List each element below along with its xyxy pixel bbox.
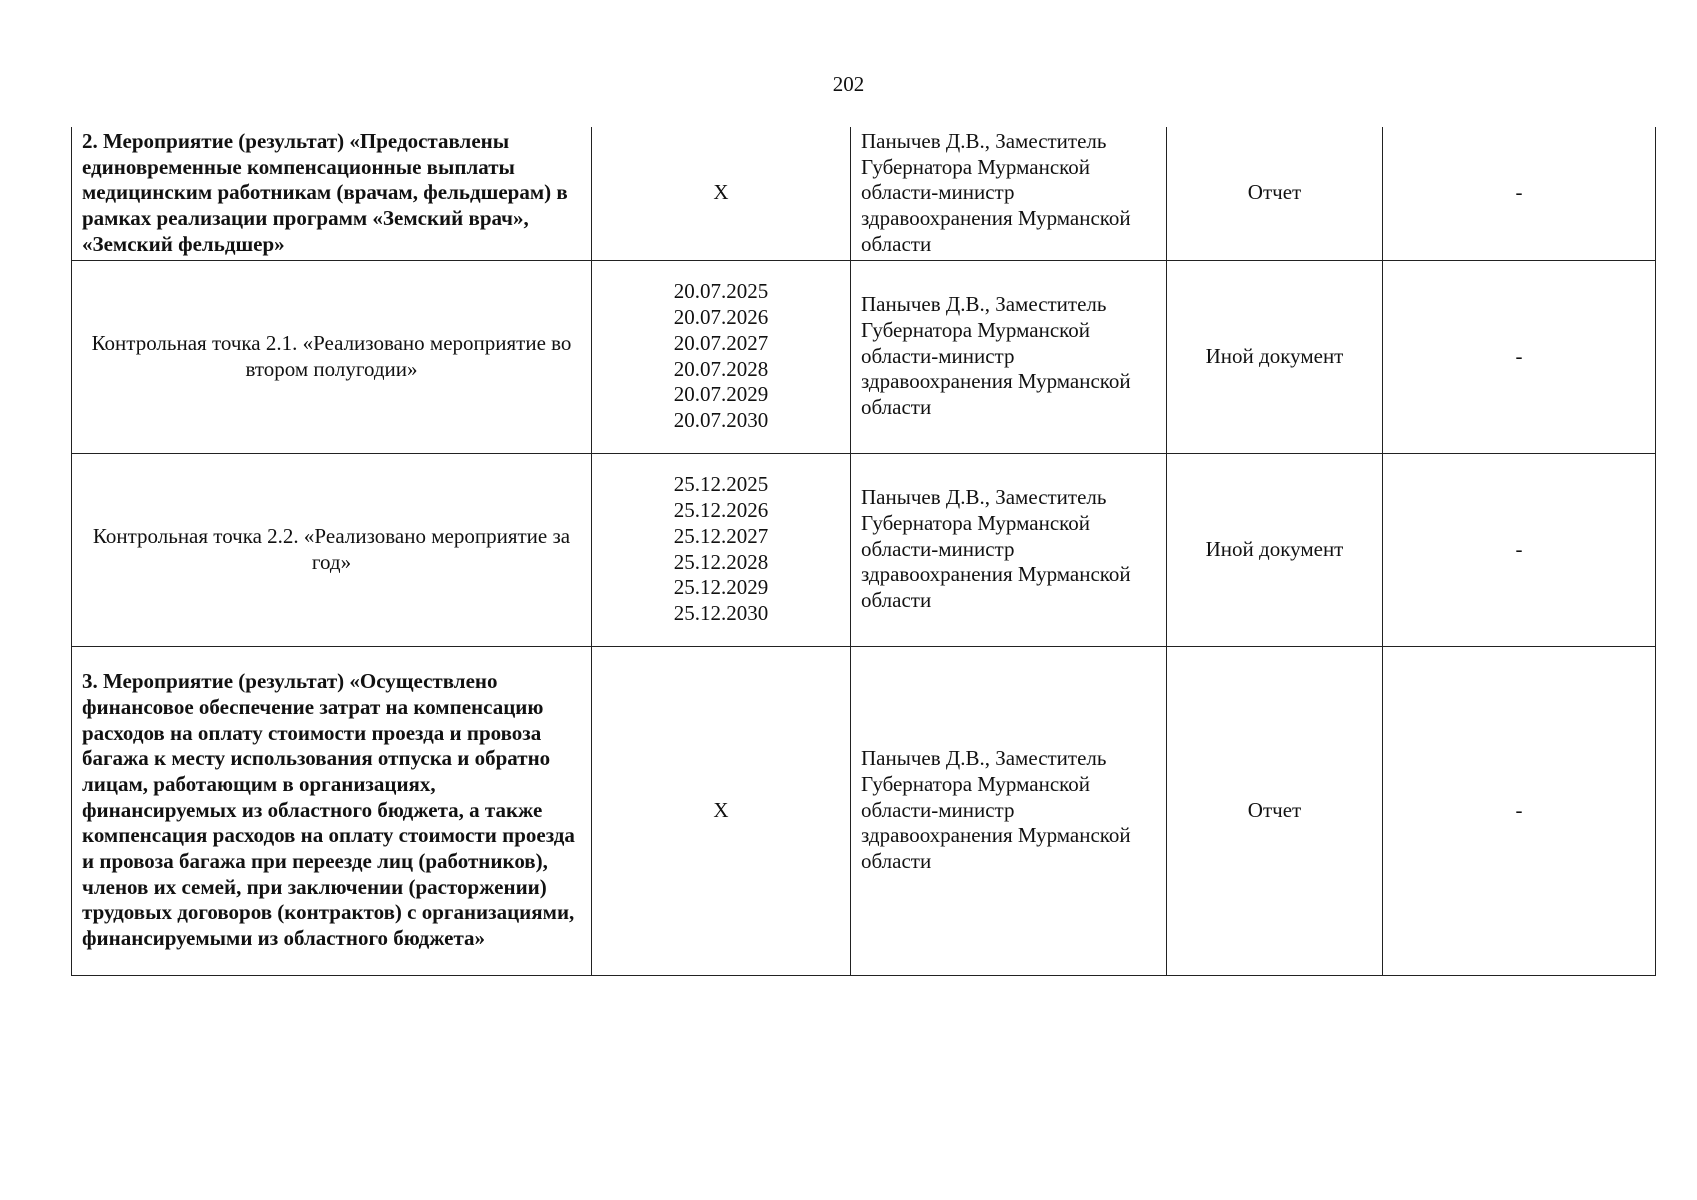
document-type-cell: Иной документ: [1167, 260, 1383, 453]
deadline-value: 25.12.2026: [673, 498, 769, 523]
note-cell: -: [1383, 453, 1656, 646]
table-row: [72, 260, 1656, 453]
document-type-cell: Отчет: [1167, 646, 1383, 975]
note-cell: -: [1383, 646, 1656, 975]
deadline-cell: [592, 453, 851, 646]
document-type-cell: Иной документ: [1167, 453, 1383, 646]
table-row: [72, 127, 1656, 260]
responsible-cell: Панычев Д.В., Заместитель Губернатора Мурманской области-министр здравоохранения Мурманской области: [851, 453, 1167, 646]
measure-name-cell: 3. Мероприятие (результат) «Осуществлено финансовое обеспечение затрат на компенсацию расходов на оплату стоимости проезда и провоза багажа к месту использования отпуска и обратно лицам, работающим в организациях, финансируемых из областного бюджета, а также компенсация расходов на оплату стоимости проезда и провоза багажа при переезде лиц (работников), членов их семей, при заключении (расторжении) трудовых договоров (контрактов) с организациями, финансируемыми из областного бюджета»: [72, 646, 592, 975]
deadline-cell: [592, 646, 851, 975]
measures-table: [71, 127, 1656, 976]
document-type-cell: Отчет: [1167, 127, 1383, 260]
deadline-cell: [592, 127, 851, 260]
deadline-value: 20.07.2027: [673, 330, 769, 355]
deadline-cell: [592, 260, 851, 453]
note-cell: -: [1383, 260, 1656, 453]
deadline-value: X: [713, 180, 729, 205]
responsible-cell: Панычев Д.В., Заместитель Губернатора Мурманской области-министр здравоохранения Мурманской области: [851, 260, 1167, 453]
deadline-value: 20.07.2028: [673, 356, 769, 381]
deadline-value: 25.12.2029: [673, 575, 769, 600]
responsible-cell: Панычев Д.В., Заместитель Губернатора Мурманской области-министр здравоохранения Мурманской области: [851, 646, 1167, 975]
table-row: [72, 453, 1656, 646]
deadline-value: 25.12.2027: [673, 523, 769, 548]
deadline-value: 25.12.2025: [673, 472, 769, 497]
checkpoint-name-cell: Контрольная точка 2.1. «Реализовано мероприятие во втором полугодии»: [72, 260, 592, 453]
deadline-value: 25.12.2028: [673, 549, 769, 574]
deadline-value: 20.07.2026: [673, 305, 769, 330]
responsible-cell: Панычев Д.В., Заместитель Губернатора Мурманской области-министр здравоохранения Мурманской области: [851, 127, 1167, 260]
deadline-value: 25.12.2030: [673, 600, 769, 625]
checkpoint-name-cell: Контрольная точка 2.2. «Реализовано мероприятие за год»: [72, 453, 592, 646]
deadline-value: 20.07.2029: [673, 382, 769, 407]
deadline-value: X: [713, 797, 729, 822]
measure-name-cell: 2. Мероприятие (результат) «Предоставлены единовременные компенсационные выплаты медицинским работникам (врачам, фельдшерам) в рамках реализации программ «Земский врач», «Земский фельдшер»: [72, 127, 592, 260]
page-number: 202: [832, 72, 865, 96]
table-row: [72, 646, 1656, 975]
deadline-value: 20.07.2030: [673, 407, 769, 432]
deadline-value: 20.07.2025: [673, 279, 769, 304]
note-cell: -: [1383, 127, 1656, 260]
